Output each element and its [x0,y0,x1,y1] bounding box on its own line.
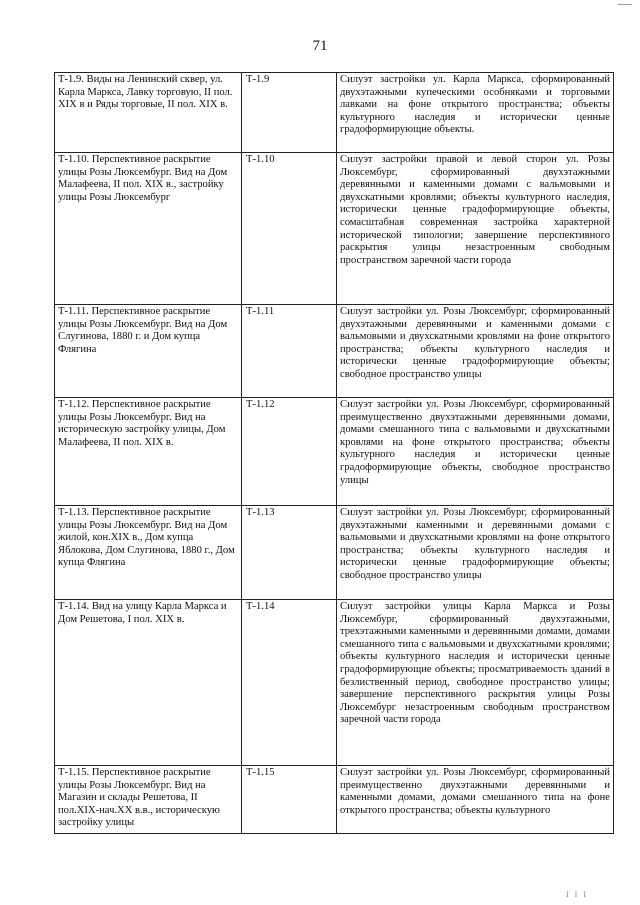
description-cell: Силуэт застройки ул. Карла Маркса, сформированный двухэтажными купеческими особняками и торговыми лавками на фоне открытого пространства; объекты культурного наследия и исторически ценные градоформирующие объекты. [337,73,614,153]
description-cell: Силуэт застройки правой и левой сторон ул. Розы Люксембург, сформированный двухэтажными деревянными и каменными домами с вальмовыми и двухскатными кровлями; объекты культурного наследия, исторически ценные градоформирующие объекты, сомасштабная современная застройка характерной исторической типологии; завершение перспективного раскрытия улицы незастроенным свободным пространством заречной части города [337,153,614,305]
footer-mark: I I I [566,890,588,899]
description-cell: Силуэт застройки улицы Карла Маркса и Розы Люксембург, сформированный двухэтажными, трехэтажными каменными и деревянными домами, домами смешанного типа с вальмовыми и двухскатными кровлями; объекты культурного наследия и исторически ценные градоформирующие объекты; просматриваемость зданий в безлиственный период, свободное пространство улицы; завершение перспективного раскрытия улицы Розы Люксембург незастроенным свободным пространством заречной части города [337,600,614,766]
code-cell: Т-1.9 [242,73,337,153]
table-row [55,398,614,506]
view-cell: Т-1.13. Перспективное раскрытие улицы Розы Люксембург. Вид на Дом жилой, кон.XIX в., Дом купца Яблокова, Дом Слугинова, 1880 г., Дом купца Флягина [55,506,242,600]
table-row [55,305,614,398]
code-cell: Т-1.11 [242,305,337,398]
view-cell: Т-1.9. Виды на Ленинский сквер, ул. Карла Маркса, Лавку торговую, II пол. XIX в и Ряды торговые, II пол. XIX в. [55,73,242,153]
view-cell: Т-1.14. Вид на улицу Карла Маркса и Дом Решетова, I пол. XIX в. [55,600,242,766]
view-cell: Т-1.10. Перспективное раскрытие улицы Розы Люксембург. Вид на Дом Малафеева, II пол. XIX в., застройку улицы Розы Люксембург [55,153,242,305]
scan-corner-mark [618,4,632,5]
description-cell: Силуэт застройки ул. Розы Люксембург, сформированный преимущественно двухэтажными деревянными и каменными домами, домами смешанного типа на фоне открытого пространства; объекты культурного [337,766,614,834]
page-number: 71 [312,38,328,54]
description-cell: Силуэт застройки ул. Розы Люксембург, сформированный преимущественно двухэтажными деревянными домами, домами смешанного типа с вальмовыми и двухскатными кровлями на фоне открытого пространства; объекты культурного наследия и исторически ценные градоформирующие объекты, свободное пространство улицы [337,398,614,506]
view-cell: Т-1.15. Перспективное раскрытие улицы Розы Люксембург. Вид на Магазин и склады Решетова, II пол.XIX-нач.XX в.в., историческую застройку улицы [55,766,242,834]
description-cell: Силуэт застройки ул. Розы Люксембург, сформированный двухэтажными деревянными и каменными домами с вальмовыми и двухскатными кровлями на фоне открытого пространства; объекты культурного наследия и исторически ценные градоформирующие объекты; свободное пространство улицы [337,305,614,398]
code-cell: Т-1.10 [242,153,337,305]
code-cell: Т-1.15 [242,766,337,834]
table-row [55,153,614,305]
code-cell: Т-1.14 [242,600,337,766]
view-cell: Т-1.11. Перспективное раскрытие улицы Розы Люксембург. Вид на Дом Слугинова, 1880 г. и Дом купца Флягина [55,305,242,398]
description-cell: Силуэт застройки ул. Розы Люксембург, сформированный двухэтажными каменными и деревянными домами с вальмовыми и двухскатными кровлями на фоне открытого пространства; объекты культурного наследия и исторически ценные градоформирующие объекты; свободное пространство улицы [337,506,614,600]
table-row [55,766,614,834]
views-table [54,72,614,834]
table-row [55,506,614,600]
code-cell: Т-1.12 [242,398,337,506]
view-cell: Т-1.12. Перспективное раскрытие улицы Розы Люксембург. Вид на историческую застройку улицы, Дом Малафеева, II пол. XIX в. [55,398,242,506]
table-row [55,73,614,153]
code-cell: Т-1.13 [242,506,337,600]
table-row [55,600,614,766]
